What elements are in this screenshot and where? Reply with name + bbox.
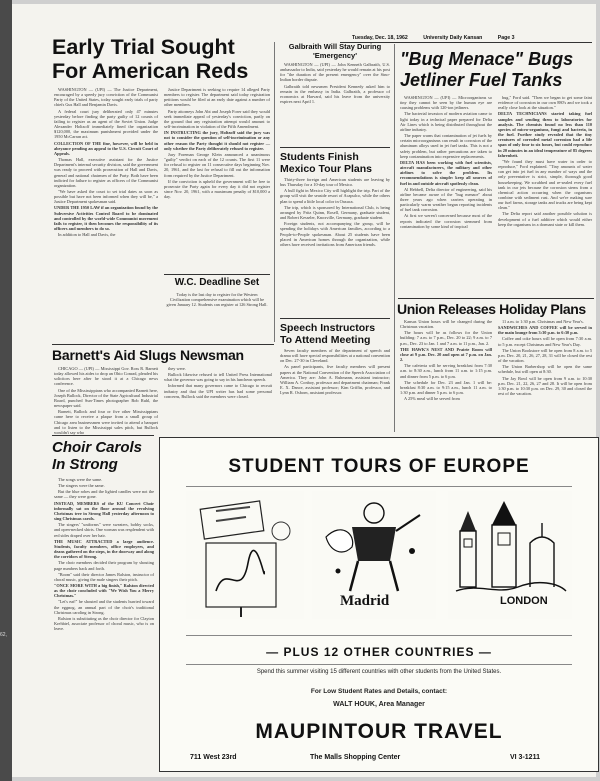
paragraph: bug," Ford said. "Then we began to get some faint evidence of corrosion in our own 880's and we took a really close look at the situation.": [498, 95, 592, 111]
paragraph: Galbraith told newsmen President Kennedy asked him to remain in the embassy in India. Galbraith, a professor of economics at Harvard, said his leave from the university expires next April 1.: [280, 83, 390, 105]
carols-headline-1: Choir Carols: [52, 439, 143, 456]
ad-plus-countries: — PLUS 12 OTHER COUNTRIES —: [266, 645, 492, 659]
paragraph: The choir members decided their program by shouting page numbers back and forth.: [54, 560, 154, 571]
paragraph: "Boom" said their director James Ralston, instructor of choral music, giving the male singers their pitch.: [54, 571, 154, 582]
header-date: Tuesday, Dec. 18, 1962: [352, 35, 408, 41]
city-madrid: Madrid: [340, 593, 390, 609]
paragraph: WASHINGTON — (UPI) — The Justice Department, encouraged by a speedy jury conviction of the Communist Party of the United States, today sought early trials of party chiefs Gus Hall and Benjamin Davis.: [54, 87, 158, 108]
speech-body: [280, 348, 390, 433]
ad-contact-prompt: For Low Student Rates and Details, contact:: [310, 688, 448, 695]
ad-illustration-madrid: [312, 491, 436, 619]
paragraph: they were.: [168, 366, 186, 371]
edge-fragment: 62,: [0, 632, 7, 638]
paragraph: Barnett, Bullock and four or five other Mississippians came here to receive a plaque from a small group of Chicago area businessmen were invited to attend a banquet and to listen to the Mississippi sales pitch, but Bullock wouldn't say who: [54, 409, 158, 435]
deadline-body: [166, 292, 268, 342]
city-london: LONDON: [500, 595, 548, 607]
column-divider: [274, 42, 275, 342]
paragraph: But the blue robes and the lighted candles were not the same — they were gone.: [54, 489, 154, 500]
subhead-paragraph: COLLECTION OF THE fine, however, will be held in abeyance pending an appeal to the U.S. Circuit Court of Appeals.: [54, 140, 158, 156]
subhead-paragraph: "ONCE MORE WITH a big finish," Ralston directed as the choir concluded with "We Wish You a Merry Christmas.": [54, 582, 154, 599]
paragraph: Justice Department is seeking to require 14 alleged Party members to register. The department said today registration petitions would be filed at an early date against a number of other members.: [164, 87, 270, 108]
paragraph: WASHINGTON — (UPI) — John Kenneth Galbraith, U.S. ambassador to India, said yesterday he would remain at his post for "the duration of the present emergency" over the Sino-Indian border dispute.: [280, 62, 390, 83]
ad-divider: [186, 486, 572, 487]
matador-illustration: [312, 491, 436, 601]
galbraith-body: [280, 62, 390, 146]
section-rule: [280, 147, 390, 148]
column-divider: [394, 44, 395, 432]
paragraph: The Union Barbershop will be open the same schedule, but will open at 8:30.: [498, 364, 592, 375]
paragraph: Ralston is substituting as the choir director for Clayton Krehbiel, associate professor of choral music, who is on leave.: [54, 615, 154, 632]
header-paper: University Daily Kansan: [423, 35, 483, 41]
ad-address: 711 West 23rd: [190, 754, 237, 761]
page-edge: [0, 0, 12, 781]
paragraph: The schedule for Dec. 23 and Jan. 1 will be: breakfast 8:30 a.m. to 9:15 a.m., lunch 11 a.m. to 1:30 p.m. and dinner 5 p.m. to 6 p.m.: [400, 379, 492, 396]
bugmenace-headline-2: Jetliner Fuel Tanks: [400, 70, 563, 90]
section-rule: [52, 344, 274, 345]
story1-headline-2: For American Reds: [52, 59, 249, 83]
london-skyline-illustration: [448, 491, 572, 597]
barnett-col1: [54, 366, 158, 435]
bugmenace-col1: [400, 95, 492, 295]
paragraph: The hours will be as follows for the Union building: 7 a.m. to 7 p.m., Dec. 20 to 22; 9 a.m. to 7 p.m., Dec. 23 to Jan. 1 and 7 a.m. to 11 p.m., Jan. 2.: [400, 330, 492, 346]
paragraph: Today is the last day to register for the Western Civilization comprehensive examination which will be given January 12. Students can register at 126 Strong Hall.: [166, 292, 268, 308]
paragraph: CHICAGO — (UPI) — Mississippi Gov. Ross R. Barnett today allowed his aides to drop an Ohio Conrad, pleaded his solicitors here after he stood it at a Chicago news conference.: [54, 366, 158, 387]
newspaper-page: [12, 4, 596, 777]
paragraph: "We have asked the court to set trial dates as soon as possible but have not been informed when they will be," a Justice Department spokesman said.: [54, 188, 158, 205]
paragraph: "Let's eat!" he shouted and the students hurried toward the eggnog, an annual part of the choir's traditional Christmas caroling in Strong.: [54, 599, 154, 615]
story1-headline-1: Early Trial Sought: [52, 35, 235, 59]
paragraph: 11 a.m. to 1:30 p.m. Christmas and New Year's.: [502, 319, 584, 324]
paragraph: Bullock likewise refused to tell United Press International what the governor was going to say in his luncheon speech.: [164, 372, 272, 383]
paragraph: Party attorneys John Abt and Joseph Forer said they would seek immediate appeal of yesterday's conviction, partly on the ground that any registration attempt would amount to self-incrimination in violation of the Fifth Amendment.: [164, 108, 270, 130]
story1-col2: [164, 87, 270, 272]
paragraph: The Jay Bowl will be open from 9 a.m. to 10:30 p.m. Dec. 21, 22, 26, 27 and 28. It will be open from 1:30 p.m. to 10:30 p.m. on Dec. 29, 30 and closed the rest of the vacation.: [498, 375, 592, 397]
ad-title: STUDENT TOURS OF EUROPE: [228, 456, 530, 477]
barnett-col2: [164, 366, 272, 432]
paragraph: The bacterial invasion of modern aviation came to light today in a technical paper prepared for Delta Air Lines which is being distributed throughout the airline industry.: [400, 111, 492, 132]
subhead-paragraph: SANDWICHES AND COFFEE will be served in the main lounge from 3:30 p.m. to 6:30 p.m.: [498, 325, 592, 336]
subhead-paragraph: UNDER THE 1950 LAW if an organization found by the Subversive Activities Control Board to be dominated and controlled by the world-wide Communist movement fails to register, it then becomes the responsibility of its officers and members to do so.: [54, 205, 158, 232]
paragraph: In addition to Hall and Davis, the: [58, 232, 116, 238]
section-rule: [52, 435, 154, 436]
subhead-paragraph: DELTA TECHNICIANS started taking fuel samples and sending them to laboratories for analysis. The chemists found no less than 110 species of micro-organisms, fungi and bacteria, in the fuel. Further study revealed that the tiny creatures of corroded metal corrosion had a life span of only four to six hours, but could reproduce in 20 minutes in an ideal temperature of 85 degrees fahrenheit.: [498, 111, 592, 158]
holiday-col2: [498, 319, 592, 434]
bugmenace-col2: [498, 95, 592, 295]
subhead-paragraph: INSTEAD, MEMBERS of the KU Concert Choir informally sat on the floor around the revolving Christmas tree in Strong Hall yesterday afternoon to sing Christmas carols.: [54, 500, 154, 522]
paragraph: The Delta report said another possible solution is development of a fuel additive which would either keep the organisms in a dormant state or kill them.: [498, 211, 592, 227]
speech-headline: Speech Instructors To Attend Meeting: [280, 322, 376, 346]
ad-location: The Malls Shopping Center: [310, 754, 401, 761]
paragraph: "We found they must have water in order to reproduce," Ford explained. "Tiny amounts of water can get into jet fuel in any number of ways and the only preventative is strict, simple, thorough good housekeeping. We scrubbed and re-sealed every fuel tank in our jets because the corrosion stems from a chemical action occurring when the organisms combine with sediment rust. And we're making sure our fuel farms, storage tanks and trucks are being kept clean.": [498, 158, 592, 211]
paragraph: A federal court jury deliberated only 47 minutes yesterday before finding the party guilty of 12 counts of failing to register as an agent of the Soviet Union. Judge Alexander Holtzoff immediately fined the organization $120,000, the maximum punishment provided under the 1950 McCarran act.: [54, 108, 158, 140]
paragraph: Thirty-three foreign and American students are leaving by bus Thursday for a 10-day tour of Mexico.: [280, 177, 390, 188]
carols-body: [54, 477, 154, 775]
header-page: Page 3: [497, 35, 515, 41]
paragraph: If the conviction is upheld the government will be free to prosecute the Party again for every day it did not register since Nov. 20, 1961, with a maximum penalty of $10,000 a day.: [164, 178, 270, 200]
ad-brand: MAUPINTOUR TRAVEL: [255, 720, 503, 743]
barnett-headline: Barnett's Aid Slugs Newsman: [52, 347, 244, 363]
paragraph: The cafeteria will be serving breakfast from 7:30 a.m. to 8:30 a.m., lunch from 11 a.m. to 1:15 p.m. and dinner from 5 p.m. to 6 p.m.: [400, 363, 492, 379]
paragraph: The Union Bookstore will be open from 8 a.m. to 5 p.m. Dec. 20, 21, 26, 27, 28, 31 will be closed the rest of the vacation.: [498, 347, 592, 364]
paragraph: Thomas Hall, executive assistant for the Justice Department's internal security division, said the government was ready to proceed with prosecution of Hall and Davis, general and national chairmen of the Party. Both have been indicted for failure to register as officers of the Communist organization.: [54, 157, 158, 188]
ad-invitation: Spend this summer visiting 15 different countries with other students from the United States.: [256, 669, 502, 675]
ad-divider: [186, 664, 572, 665]
subhead-paragraph: THE MUSIC ATTRACTED a large audience. Students, faculty members, office employees, and deans gathered on the steps, in the doorway and along the corridors of Strong.: [54, 538, 154, 560]
deadline-title: W.C. Deadline Set: [174, 277, 260, 288]
ad-illustration-london: [448, 491, 572, 619]
paragraph: Al Hebbell, Delta director of engineering, said his airline became aware of the "bug menace" about three years ago when carriers operating in particularly warm weather began reporting incidents of fuel tank corrosion.: [400, 186, 492, 213]
mexico-headline: Students Finish Mexico Tour Plans: [280, 151, 372, 175]
story1-col1: [54, 87, 158, 342]
paragraph: A bull fight in Mexico City will highlight the trip. Part of the group will visit the seaside resort of Acapulco, while the others plan to spend a little local color in Oaxaca.: [280, 188, 390, 204]
ad-illustration-signs: [186, 491, 304, 619]
holiday-col1: [400, 319, 492, 434]
paragraph: WASHINGTON — (UPI) — Microorganisms so tiny they cannot be seen by the human eye are causing problems with 120-ton jetliners.: [400, 95, 492, 111]
paragraph: Coffee and coke hours will be open from 7:30 a.m. to 5 p.m. except Christmas and New Year's Day.: [498, 336, 592, 347]
holiday-headline: Union Releases Holiday Plans: [397, 301, 586, 317]
paragraph: The songs were the same.: [58, 477, 103, 482]
bugmenace-headline-1: "Bug Menace" Bugs: [400, 49, 574, 69]
paragraph: Seven faculty members of the department of speech and drama will have special responsibilities at a national convention on Dec. 27-30 in Cleveland.: [280, 348, 391, 364]
ad-contact-name: WALT HOUK, Area Manager: [333, 701, 425, 708]
mexico-body: [280, 177, 390, 317]
paragraph: The trip, which is sponsored by International Club, is being arranged by Fritz Quinn, Rosell, Germany, graduate student, and Robert Kesseler, Knoxville, Germany, graduate student.: [280, 204, 390, 221]
subhead-paragraph: IN INSTRUCTING the jury, Holtzoff said the jury was not to consider the question of self-incrimination or any other reason the Party thought it should not register — only whether the Party deliberately refused to register.: [164, 130, 270, 151]
travel-advertisement: [159, 437, 599, 772]
galbraith-headline: Galbraith Will Stay During 'Emergency': [288, 42, 382, 60]
deadline-rule: [164, 274, 270, 275]
signpost-illustration: [186, 491, 304, 619]
paragraph: One of the Mississippians who accompanied Barnett here, Joseph Bullock, Director of the State Agricultural Industrial Board, punched Sun-Times photographer Bob Ruhl, the newspaper said.: [54, 387, 158, 409]
paragraph: The singers' "uniforms" were sweaters, bobby socks, and open-necked shirts. One woman was resplendent with red sides draped over her hair.: [54, 522, 154, 538]
subhead-paragraph: THE HAWK'S NEST AND Prairie Room will close at 9 p.m. Dec. 20 and open at 7 p.m. on Jan. 2.: [400, 346, 492, 363]
paragraph: The paper warns that contamination of jet fuels by certain microorganisms can result in corrosion of the aluminum alloys used in jet fuel tanks. This is not a safety problem, but rather precautions are taken to keep contamination into expensive replacements.: [400, 133, 492, 159]
section-rule: [280, 318, 390, 319]
paragraph: The singers were the same.: [58, 483, 105, 489]
paragraph: Foreign students, not accompanying the group, will be spending the holidays with American families, according to a People-to-People spokesman. About 25 students have been placed in American homes through the organization, while others have received invitations from American friends.: [280, 221, 390, 247]
paragraph: At first we weren't concerned because most of the reports indicated the corrosion stemmed from contamination by some kind of tropical: [400, 213, 492, 229]
page-header: [352, 35, 515, 41]
carols-headline-2: In Strong: [52, 456, 118, 473]
paragraph: Informed that many governors came to Chicago to recruit industry and that the UPI writer has had some personal concerns, Bullock said the members were closed.: [164, 383, 272, 399]
paragraph: A 25% meal will be served from: [404, 396, 460, 402]
section-rule: [398, 298, 594, 299]
paragraph: Kansas Union hours will be changed during the Christmas vacation.: [400, 319, 492, 330]
ad-divider: [186, 635, 572, 636]
paragraph: As panel participants, five faculty members will present papers at the National Convention of the Speech Association of America. They are: John A. Ruhmann, assistant instructor; William A. Conboy, professor and department chairman; Frank E. X. Dance, assistant professor; Kim Griffin, professor, and Lynn R. Osborn, assistant professor.: [280, 364, 390, 396]
subhead-paragraph: DELTA HAS been working with fuel scientists, aircraft manufacturers, the military and other airlines to solve the problem. Its recommendations is simple: keep all sources of fuel in and outside aircraft spotlessly clean.: [400, 159, 492, 186]
ad-phone: VI 3-1211: [510, 754, 540, 761]
paragraph: Jury Foreman George Klein announced a unanimous "guilty" verdict on each of the 12 counts. The first 11 were for refusal to register on 11 consecutive days beginning Nov. 20, 1961, and the last for refusal to fill out the information form required by the Justice Department.: [164, 151, 270, 178]
